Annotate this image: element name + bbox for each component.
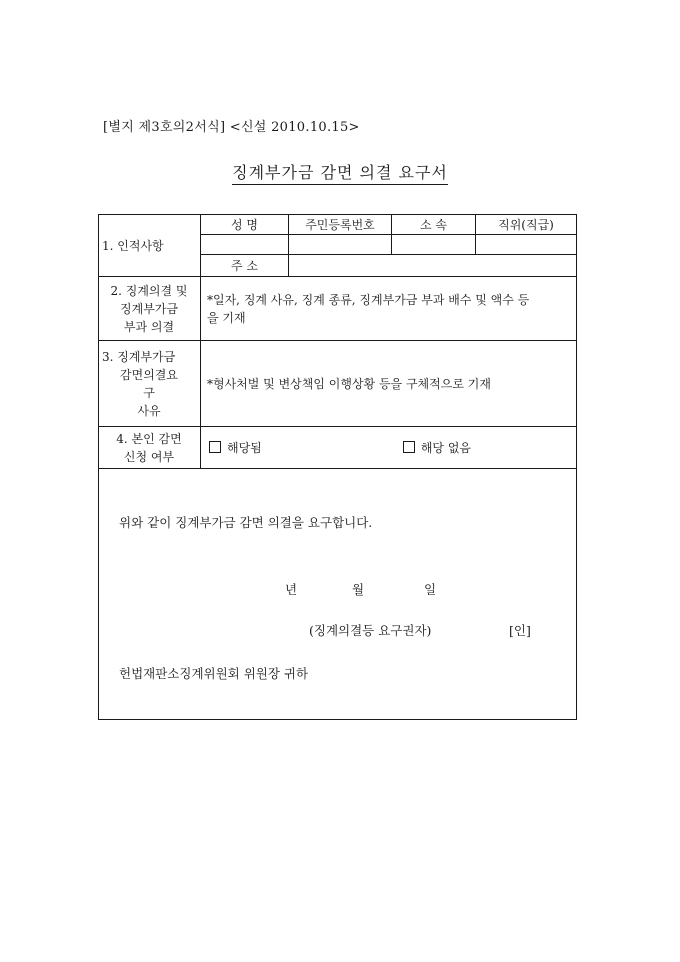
reduction-reason-field[interactable]	[201, 341, 577, 427]
self-application-options	[201, 427, 577, 469]
date-month-label: 월	[352, 582, 365, 597]
requester-label: (징계의결등 요구권자)	[309, 623, 432, 638]
reduction-reason-label-line3: 구	[143, 385, 155, 400]
form-number: [별지 제3호의2서식] <신설 2010.10.15>	[103, 120, 360, 135]
name-field[interactable]	[201, 235, 289, 255]
name-header: 성 명	[201, 215, 289, 235]
disciplinary-decision-label-line1: 2. 징계의결 및	[110, 283, 188, 298]
reduction-reason-label-line1: 3. 징계부가금	[102, 349, 176, 364]
date-day-label: 일	[424, 582, 437, 597]
self-application-label-line1: 4. 본인 감면	[116, 431, 182, 446]
disciplinary-decision-label	[99, 277, 201, 341]
department-header: 소 속	[392, 215, 476, 235]
position-header: 직위(직급)	[476, 215, 577, 235]
document-title-wrapper	[0, 160, 680, 183]
reduction-reason-label	[99, 341, 201, 427]
applicable-option-label: 해당됨	[227, 441, 262, 455]
not-applicable-checkbox[interactable]	[403, 441, 415, 453]
applicable-option[interactable]	[209, 439, 399, 456]
seal-label: [인]	[509, 623, 531, 638]
reduction-reason-label-line4: 사유	[137, 403, 161, 418]
document-title: 징계부가금 감면 의결 요구서	[232, 163, 448, 185]
self-application-label-line2: 신청 여부	[123, 449, 175, 464]
disciplinary-decision-field[interactable]	[201, 277, 577, 341]
resident-id-header: 주민등록번호	[289, 215, 392, 235]
position-field[interactable]	[476, 235, 577, 255]
not-applicable-option-label: 해당 없음	[420, 441, 472, 455]
addressee: 헌법재판소징계위원회 위원장 귀하	[119, 666, 309, 681]
resident-id-field[interactable]	[289, 235, 392, 255]
department-field[interactable]	[392, 235, 476, 255]
disciplinary-decision-note-line1: *일자, 징계 사유, 징계 종류, 징계부가금 부과 배수 및 액수 등	[207, 292, 530, 307]
applicable-checkbox[interactable]	[209, 441, 221, 453]
statement-cell	[99, 469, 577, 720]
self-application-label	[99, 427, 201, 469]
reduction-reason-note: *형사처벌 및 변상책임 이행상황 등을 구체적으로 기재	[207, 376, 491, 391]
disciplinary-decision-label-line3: 부과 의결	[123, 319, 175, 334]
reduction-reason-label-line2: 감면의결요	[120, 367, 178, 382]
personal-info-label: 1. 인적사항	[99, 215, 201, 277]
address-field[interactable]	[289, 255, 577, 277]
date-year-label: 년	[285, 582, 298, 597]
request-statement: 위와 같이 징계부가금 감면 의결을 요구합니다.	[119, 515, 373, 530]
address-label: 주 소	[201, 255, 289, 277]
request-form-table	[98, 214, 577, 720]
disciplinary-decision-note-line2: 을 기재	[207, 310, 246, 325]
not-applicable-option[interactable]	[403, 441, 471, 455]
disciplinary-decision-label-line2: 징계부가금	[120, 301, 178, 316]
